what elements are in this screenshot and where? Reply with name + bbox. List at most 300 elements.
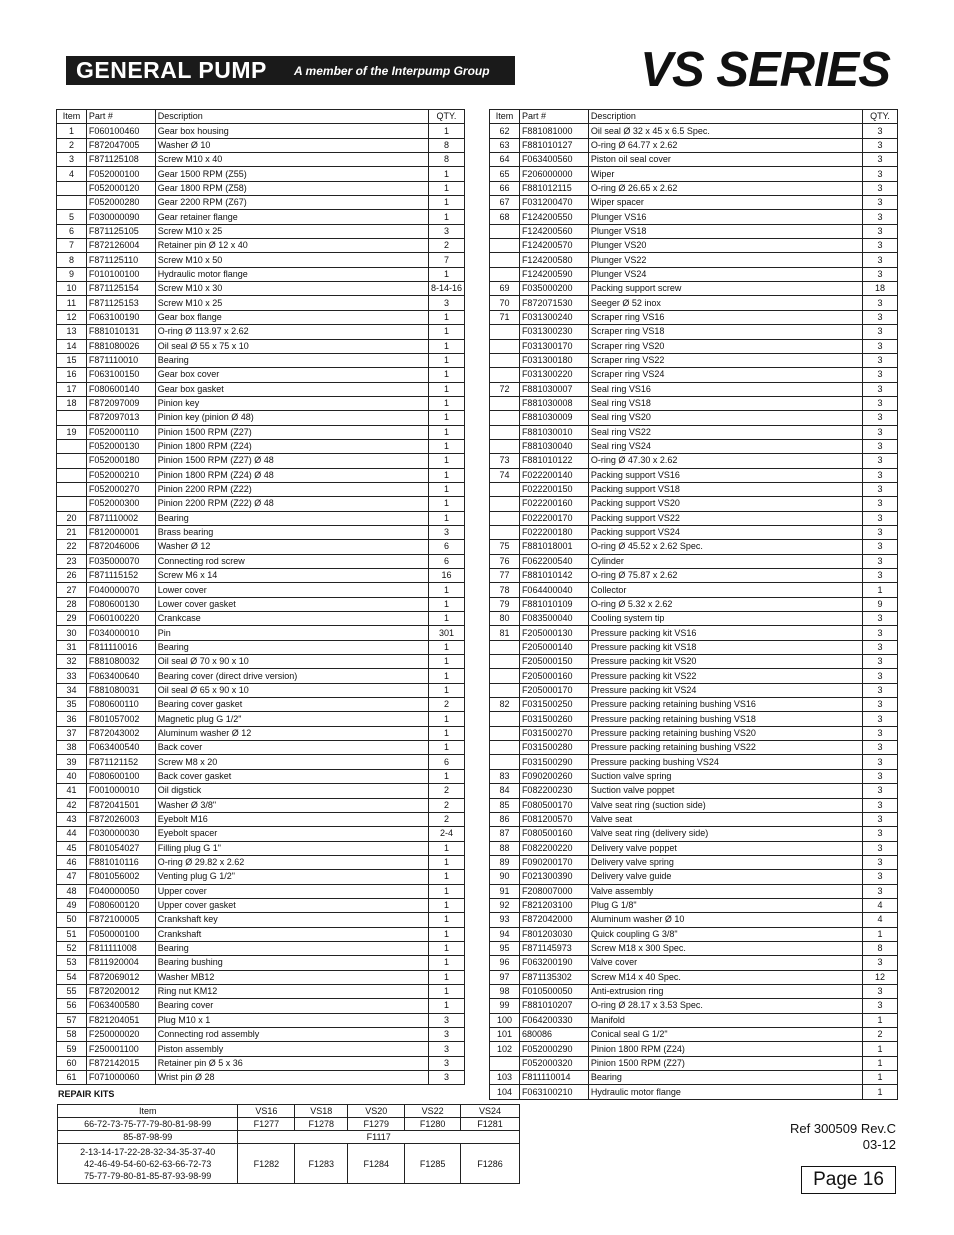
table-row bbox=[57, 999, 465, 1013]
part-description: Piston oil seal cover bbox=[588, 153, 862, 167]
part-number: F881030010 bbox=[519, 425, 588, 439]
part-description: Bearing bbox=[588, 1071, 862, 1085]
part-qty: 1 bbox=[863, 583, 898, 597]
part-number: F010500050 bbox=[519, 984, 588, 998]
item-number bbox=[490, 1056, 520, 1070]
part-number: F022200150 bbox=[519, 482, 588, 496]
part-qty: 3 bbox=[863, 812, 898, 826]
item-number: 23 bbox=[57, 554, 87, 568]
table-row bbox=[490, 698, 898, 712]
part-qty: 1 bbox=[428, 870, 464, 884]
item-number bbox=[490, 755, 520, 769]
part-qty: 1 bbox=[428, 482, 464, 496]
part-number: F090200170 bbox=[519, 855, 588, 869]
repair-kit-code: F1283 bbox=[295, 1144, 348, 1184]
part-qty: 1 bbox=[428, 454, 464, 468]
item-number bbox=[490, 224, 520, 238]
part-description: O-ring Ø 5.32 x 2.62 bbox=[588, 597, 862, 611]
part-qty: 4 bbox=[863, 898, 898, 912]
part-qty: 1 bbox=[428, 970, 464, 984]
part-description: Anti-extrusion ring bbox=[588, 984, 862, 998]
table-row bbox=[57, 282, 465, 296]
table-row bbox=[57, 396, 465, 410]
part-number: F124200550 bbox=[519, 210, 588, 224]
part-qty: 1 bbox=[428, 741, 464, 755]
table-row bbox=[490, 827, 898, 841]
table-row bbox=[57, 253, 465, 267]
item-number: 38 bbox=[57, 741, 87, 755]
part-description: Upper cover gasket bbox=[155, 898, 428, 912]
part-qty: 1 bbox=[428, 855, 464, 869]
table-row bbox=[57, 698, 465, 712]
repair-items-line: 75-77-79-80-81-85-87-93-98-99 bbox=[84, 1170, 212, 1181]
part-qty: 4 bbox=[863, 913, 898, 927]
part-qty: 1 bbox=[428, 726, 464, 740]
part-qty: 3 bbox=[863, 755, 898, 769]
table-row bbox=[57, 425, 465, 439]
part-number: F080600140 bbox=[86, 382, 155, 396]
part-qty: 1 bbox=[428, 181, 464, 195]
part-description: Gear box flange bbox=[155, 310, 428, 324]
part-qty: 1 bbox=[428, 339, 464, 353]
part-description: Brass bearing bbox=[155, 525, 428, 539]
repair-col-vs20: VS20 bbox=[348, 1105, 405, 1118]
part-qty: 3 bbox=[863, 683, 898, 697]
part-qty: 3 bbox=[863, 153, 898, 167]
part-qty: 1 bbox=[428, 124, 464, 138]
table-row bbox=[490, 984, 898, 998]
table-row bbox=[57, 339, 465, 353]
repair-row bbox=[58, 1131, 520, 1144]
table-row bbox=[57, 325, 465, 339]
item-number: 104 bbox=[490, 1085, 520, 1099]
part-description: Seal ring VS20 bbox=[588, 411, 862, 425]
item-number: 103 bbox=[490, 1071, 520, 1085]
part-description: Aluminum washer Ø 12 bbox=[155, 726, 428, 740]
item-number: 9 bbox=[57, 267, 87, 281]
part-number: F872046006 bbox=[86, 540, 155, 554]
table-row bbox=[490, 210, 898, 224]
part-qty: 3 bbox=[863, 841, 898, 855]
brand-name: GENERAL PUMP bbox=[76, 57, 267, 83]
part-qty: 3 bbox=[863, 612, 898, 626]
part-number: F208007000 bbox=[519, 884, 588, 898]
table-row bbox=[57, 669, 465, 683]
part-qty: 3 bbox=[863, 497, 898, 511]
part-qty: 3 bbox=[863, 382, 898, 396]
part-qty: 1 bbox=[428, 597, 464, 611]
item-number: 70 bbox=[490, 296, 520, 310]
item-number: 57 bbox=[57, 1013, 87, 1027]
part-number: F060100460 bbox=[86, 124, 155, 138]
part-number: F035000070 bbox=[86, 554, 155, 568]
part-number: F872071530 bbox=[519, 296, 588, 310]
table-row bbox=[490, 898, 898, 912]
item-number: 29 bbox=[57, 612, 87, 626]
part-description: Valve cover bbox=[588, 956, 862, 970]
part-number: F030000030 bbox=[86, 827, 155, 841]
part-number: F124200570 bbox=[519, 239, 588, 253]
part-qty: 3 bbox=[428, 296, 464, 310]
part-number: F040000070 bbox=[86, 583, 155, 597]
table-row bbox=[57, 712, 465, 726]
part-number: F063100190 bbox=[86, 310, 155, 324]
part-description: Valve seat bbox=[588, 812, 862, 826]
item-number: 19 bbox=[57, 425, 87, 439]
table-row bbox=[490, 396, 898, 410]
repair-kit-code: F1279 bbox=[348, 1118, 405, 1131]
item-number: 98 bbox=[490, 984, 520, 998]
item-number: 63 bbox=[490, 138, 520, 152]
item-number bbox=[490, 339, 520, 353]
part-qty: 3 bbox=[863, 956, 898, 970]
table-row bbox=[57, 1042, 465, 1056]
part-number: F031500260 bbox=[519, 712, 588, 726]
part-qty: 1 bbox=[428, 497, 464, 511]
part-number: F124200590 bbox=[519, 267, 588, 281]
part-description: Packing support VS22 bbox=[588, 511, 862, 525]
item-number: 44 bbox=[57, 827, 87, 841]
item-number: 53 bbox=[57, 956, 87, 970]
repair-kit-code: F1280 bbox=[405, 1118, 461, 1131]
part-number: F081200570 bbox=[519, 812, 588, 826]
item-number: 52 bbox=[57, 941, 87, 955]
part-description: Bearing bbox=[155, 511, 428, 525]
table-row bbox=[57, 296, 465, 310]
item-number: 102 bbox=[490, 1042, 520, 1056]
table-row bbox=[490, 612, 898, 626]
part-qty: 6 bbox=[428, 540, 464, 554]
part-qty: 3 bbox=[863, 726, 898, 740]
part-number: F001000010 bbox=[86, 784, 155, 798]
part-number: F052000180 bbox=[86, 454, 155, 468]
part-number: F871121152 bbox=[86, 755, 155, 769]
part-qty: 1 bbox=[863, 1013, 898, 1027]
part-description: Suction valve spring bbox=[588, 769, 862, 783]
table-row bbox=[57, 468, 465, 482]
part-description: Plunger VS20 bbox=[588, 239, 862, 253]
item-number bbox=[490, 741, 520, 755]
part-number: F871135302 bbox=[519, 970, 588, 984]
part-description: Pressure packing kit VS20 bbox=[588, 655, 862, 669]
item-number: 96 bbox=[490, 956, 520, 970]
part-description: Screw M6 x 14 bbox=[155, 569, 428, 583]
part-description: Cooling system tip bbox=[588, 612, 862, 626]
part-number: F881010127 bbox=[519, 138, 588, 152]
table-row bbox=[57, 640, 465, 654]
part-number: F080600110 bbox=[86, 698, 155, 712]
table-row bbox=[57, 726, 465, 740]
part-qty: 1 bbox=[428, 353, 464, 367]
part-qty: 3 bbox=[863, 396, 898, 410]
part-qty: 2 bbox=[428, 798, 464, 812]
part-description: Screw M10 x 30 bbox=[155, 282, 428, 296]
table-row bbox=[57, 741, 465, 755]
part-qty: 1 bbox=[428, 640, 464, 654]
part-description: Seal ring VS24 bbox=[588, 439, 862, 453]
part-number: F206000000 bbox=[519, 167, 588, 181]
part-description: Pin bbox=[155, 626, 428, 640]
table-row bbox=[57, 612, 465, 626]
part-description: Pinion 1500 RPM (Z27) bbox=[155, 425, 428, 439]
table-row bbox=[490, 353, 898, 367]
part-qty: 3 bbox=[863, 984, 898, 998]
part-number: F080600100 bbox=[86, 769, 155, 783]
part-number: F872047005 bbox=[86, 138, 155, 152]
part-number: F872042000 bbox=[519, 913, 588, 927]
table-row bbox=[490, 855, 898, 869]
table-row bbox=[57, 224, 465, 238]
table-row bbox=[490, 439, 898, 453]
item-number: 86 bbox=[490, 812, 520, 826]
part-description: Pinion 1800 RPM (Z24) Ø 48 bbox=[155, 468, 428, 482]
col-item: Item bbox=[57, 110, 87, 124]
item-number bbox=[490, 525, 520, 539]
item-number: 85 bbox=[490, 798, 520, 812]
part-number: F871110002 bbox=[86, 511, 155, 525]
part-description: Bearing bbox=[155, 941, 428, 955]
part-description: Pressure packing kit VS16 bbox=[588, 626, 862, 640]
part-qty: 3 bbox=[863, 454, 898, 468]
part-number: F881018001 bbox=[519, 540, 588, 554]
part-number: F090200260 bbox=[519, 769, 588, 783]
table-row bbox=[490, 970, 898, 984]
part-number: F031200470 bbox=[519, 196, 588, 210]
part-description: Retainer pin Ø 12 x 40 bbox=[155, 239, 428, 253]
part-description: Pressure packing kit VS24 bbox=[588, 683, 862, 697]
part-description: Gear box gasket bbox=[155, 382, 428, 396]
part-description: Washer Ø 3/8" bbox=[155, 798, 428, 812]
item-number: 100 bbox=[490, 1013, 520, 1027]
item-number: 30 bbox=[57, 626, 87, 640]
part-description: Pressure packing retaining bushing VS18 bbox=[588, 712, 862, 726]
part-qty: 1 bbox=[428, 396, 464, 410]
item-number: 71 bbox=[490, 310, 520, 324]
table-row bbox=[490, 468, 898, 482]
part-number: F812000001 bbox=[86, 525, 155, 539]
part-qty: 3 bbox=[863, 339, 898, 353]
item-number: 34 bbox=[57, 683, 87, 697]
table-row bbox=[57, 497, 465, 511]
part-number: F050000100 bbox=[86, 927, 155, 941]
part-qty: 1 bbox=[428, 655, 464, 669]
reference-number: Ref 300509 Rev.C bbox=[790, 1121, 896, 1136]
part-qty: 1 bbox=[428, 612, 464, 626]
table-row bbox=[490, 841, 898, 855]
table-row bbox=[490, 870, 898, 884]
part-description: Pressure packing kit VS22 bbox=[588, 669, 862, 683]
item-number: 20 bbox=[57, 511, 87, 525]
table-row bbox=[490, 454, 898, 468]
item-number bbox=[490, 353, 520, 367]
table-row bbox=[490, 755, 898, 769]
part-qty: 3 bbox=[863, 124, 898, 138]
part-qty: 3 bbox=[863, 655, 898, 669]
part-description: Oil seal Ø 70 x 90 x 10 bbox=[155, 655, 428, 669]
table-row bbox=[57, 769, 465, 783]
part-number: F881012115 bbox=[519, 181, 588, 195]
part-qty: 3 bbox=[863, 525, 898, 539]
part-description: Gear 1500 RPM (Z55) bbox=[155, 167, 428, 181]
table-row bbox=[490, 511, 898, 525]
item-number: 36 bbox=[57, 712, 87, 726]
item-number: 74 bbox=[490, 468, 520, 482]
part-number: F872097009 bbox=[86, 396, 155, 410]
part-number: F811110016 bbox=[86, 640, 155, 654]
part-qty: 1 bbox=[428, 583, 464, 597]
table-row bbox=[490, 741, 898, 755]
item-number: 73 bbox=[490, 454, 520, 468]
part-description: Gear 1800 RPM (Z58) bbox=[155, 181, 428, 195]
part-qty: 3 bbox=[863, 210, 898, 224]
part-qty: 2 bbox=[428, 784, 464, 798]
part-qty: 1 bbox=[428, 425, 464, 439]
part-qty: 1 bbox=[428, 898, 464, 912]
part-number: F022200140 bbox=[519, 468, 588, 482]
part-qty: 1 bbox=[863, 1042, 898, 1056]
part-qty: 2 bbox=[863, 1028, 898, 1042]
table-row bbox=[490, 253, 898, 267]
part-qty: 1 bbox=[428, 468, 464, 482]
item-number: 50 bbox=[57, 913, 87, 927]
table-row bbox=[490, 425, 898, 439]
part-number: F063100150 bbox=[86, 368, 155, 382]
part-number: F872069012 bbox=[86, 970, 155, 984]
part-qty: 3 bbox=[863, 798, 898, 812]
table-row bbox=[490, 927, 898, 941]
item-number: 28 bbox=[57, 597, 87, 611]
repair-col-vs22: VS22 bbox=[405, 1105, 461, 1118]
part-qty: 3 bbox=[863, 569, 898, 583]
part-description: Valve assembly bbox=[588, 884, 862, 898]
item-number: 13 bbox=[57, 325, 87, 339]
table-row bbox=[490, 181, 898, 195]
item-number: 62 bbox=[490, 124, 520, 138]
part-number: F071000060 bbox=[86, 1071, 155, 1085]
item-number: 77 bbox=[490, 569, 520, 583]
part-number: F082200220 bbox=[519, 841, 588, 855]
part-number: F063200190 bbox=[519, 956, 588, 970]
part-description: Packing support VS18 bbox=[588, 482, 862, 496]
part-description: Lower cover gasket bbox=[155, 597, 428, 611]
item-number: 64 bbox=[490, 153, 520, 167]
part-qty: 3 bbox=[863, 855, 898, 869]
item-number: 82 bbox=[490, 698, 520, 712]
part-description: Pinion 2200 RPM (Z22) bbox=[155, 482, 428, 496]
table-row bbox=[57, 267, 465, 281]
part-description: Pressure packing retaining bushing VS20 bbox=[588, 726, 862, 740]
part-qty: 1 bbox=[428, 196, 464, 210]
part-description: Screw M10 x 25 bbox=[155, 224, 428, 238]
part-number: F872100005 bbox=[86, 913, 155, 927]
table-row bbox=[57, 540, 465, 554]
part-number: F872020012 bbox=[86, 984, 155, 998]
part-number: F063400560 bbox=[519, 153, 588, 167]
item-number: 45 bbox=[57, 841, 87, 855]
part-qty: 3 bbox=[863, 196, 898, 210]
part-description: Pinion 1800 RPM (Z24) bbox=[588, 1042, 862, 1056]
part-qty: 3 bbox=[863, 411, 898, 425]
table-row bbox=[57, 841, 465, 855]
table-row bbox=[490, 167, 898, 181]
part-description: Washer Ø 12 bbox=[155, 540, 428, 554]
table-row bbox=[490, 769, 898, 783]
table-row bbox=[57, 1071, 465, 1085]
item-number bbox=[57, 181, 87, 195]
part-description: Screw M8 x 20 bbox=[155, 755, 428, 769]
part-qty: 3 bbox=[863, 640, 898, 654]
table-row bbox=[57, 382, 465, 396]
table-row bbox=[490, 497, 898, 511]
item-number: 66 bbox=[490, 181, 520, 195]
repair-col-vs18: VS18 bbox=[295, 1105, 348, 1118]
part-number: F064400040 bbox=[519, 583, 588, 597]
table-row bbox=[57, 239, 465, 253]
item-number bbox=[490, 253, 520, 267]
item-number: 93 bbox=[490, 913, 520, 927]
part-qty: 1 bbox=[428, 999, 464, 1013]
item-number: 79 bbox=[490, 597, 520, 611]
part-number: F083500040 bbox=[519, 612, 588, 626]
part-description: Plug G 1/8" bbox=[588, 898, 862, 912]
part-number: F021300390 bbox=[519, 870, 588, 884]
part-number: F080600120 bbox=[86, 898, 155, 912]
brand-tagline: A member of the Interpump Group bbox=[294, 63, 490, 78]
item-number: 55 bbox=[57, 984, 87, 998]
part-number: F031500280 bbox=[519, 741, 588, 755]
document-reference bbox=[790, 1121, 896, 1153]
part-qty: 3 bbox=[863, 368, 898, 382]
part-description: Screw M10 x 25 bbox=[155, 296, 428, 310]
item-number bbox=[57, 497, 87, 511]
part-description: Scraper ring VS18 bbox=[588, 325, 862, 339]
part-number: F871125108 bbox=[86, 153, 155, 167]
table-row bbox=[490, 798, 898, 812]
part-number: F881080031 bbox=[86, 683, 155, 697]
part-qty: 1 bbox=[428, 927, 464, 941]
item-number bbox=[57, 411, 87, 425]
part-number: F871125105 bbox=[86, 224, 155, 238]
repair-kit-code: F1281 bbox=[461, 1118, 520, 1131]
part-description: Crankcase bbox=[155, 612, 428, 626]
part-description: Lower cover bbox=[155, 583, 428, 597]
part-number: F062200540 bbox=[519, 554, 588, 568]
part-number: F811111008 bbox=[86, 941, 155, 955]
part-number: F871125153 bbox=[86, 296, 155, 310]
item-number bbox=[490, 683, 520, 697]
item-number: 95 bbox=[490, 941, 520, 955]
part-description: O-ring Ø 28.17 x 3.53 Spec. bbox=[588, 999, 862, 1013]
item-number bbox=[57, 454, 87, 468]
part-number: F205000160 bbox=[519, 669, 588, 683]
part-number: F052000300 bbox=[86, 497, 155, 511]
item-number: 6 bbox=[57, 224, 87, 238]
part-qty: 1 bbox=[428, 411, 464, 425]
part-description: Pressure packing bushing VS24 bbox=[588, 755, 862, 769]
part-qty: 1 bbox=[863, 1085, 898, 1099]
part-number: F881081000 bbox=[519, 124, 588, 138]
item-number: 94 bbox=[490, 927, 520, 941]
part-description: Gear box cover bbox=[155, 368, 428, 382]
table-row bbox=[57, 626, 465, 640]
item-number: 72 bbox=[490, 382, 520, 396]
repair-kits-title: REPAIR KITS bbox=[58, 1089, 115, 1099]
part-description: Bearing bushing bbox=[155, 956, 428, 970]
item-number: 33 bbox=[57, 669, 87, 683]
part-number: F801056002 bbox=[86, 870, 155, 884]
item-number: 2 bbox=[57, 138, 87, 152]
table-row bbox=[490, 368, 898, 382]
